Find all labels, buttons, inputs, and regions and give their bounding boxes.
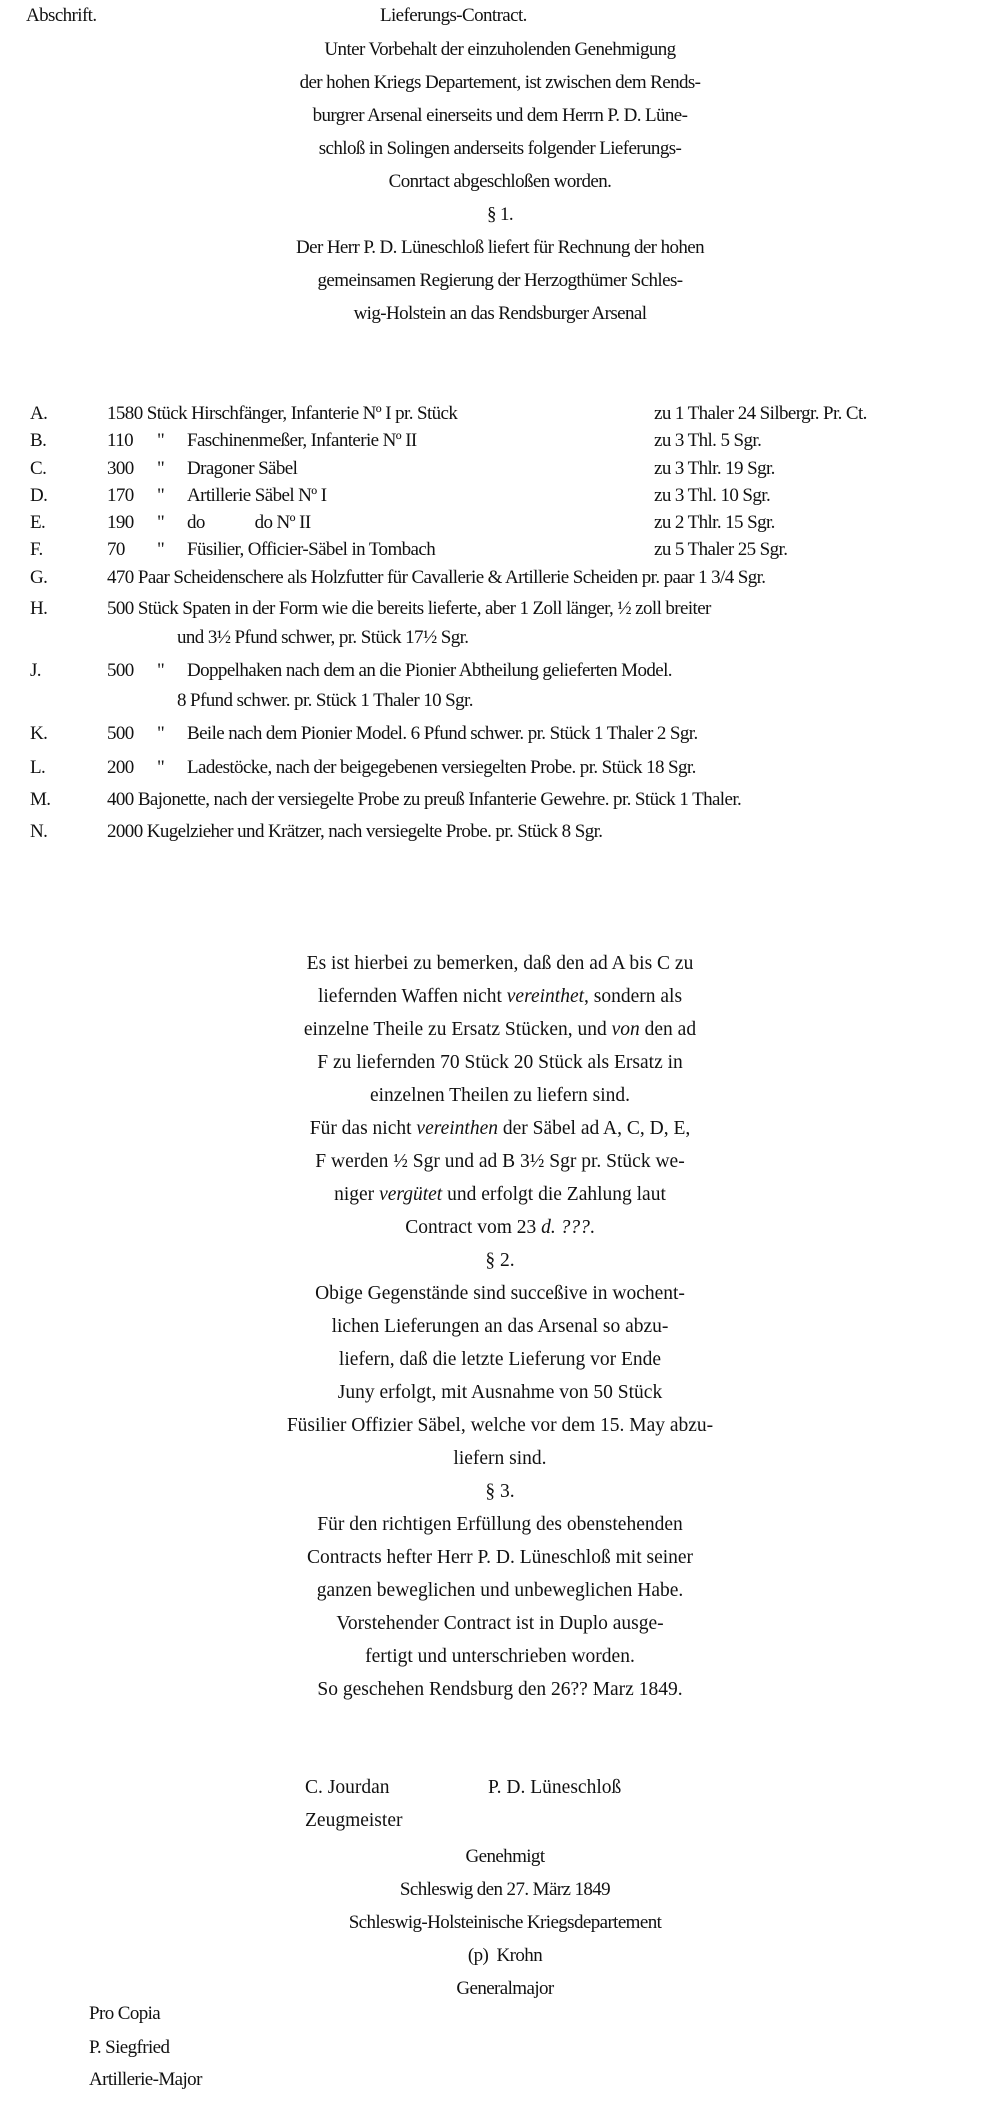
ditto-mark: "	[157, 723, 165, 744]
item-row-d	[0, 485, 1000, 515]
item-row-a	[0, 403, 1000, 433]
approval-signer-title: Generalmajor	[456, 1978, 554, 1999]
item-row-b	[0, 430, 1000, 460]
section-1-line: gemeinsamen Regierung der Herzogthümer Schles-	[317, 270, 683, 291]
item-letter: J.	[30, 660, 41, 681]
approval-authority: Schleswig-Holsteinische Kriegsdepartement	[348, 1912, 662, 1933]
intro-line: burgrer Arsenal einerseits und dem Herrn P. D. Lüne-	[312, 105, 688, 126]
remarks-line: niger vergütet und erfolgt die Zahlung laut	[334, 1184, 666, 1205]
item-description: Ladestöcke, nach der beigegebenen versiegelten Probe. pr. Stück 18 Sgr.	[187, 757, 696, 778]
intro-paragraph	[0, 33, 1000, 330]
item-row-n	[0, 821, 1000, 851]
ditto-mark: "	[157, 458, 165, 479]
ditto-mark: "	[157, 485, 165, 506]
item-description: do do Nº II	[187, 512, 311, 533]
item-letter: C.	[30, 458, 47, 479]
section-1-line: Der Herr P. D. Lüneschloß liefert für Rechnung der hohen	[295, 237, 704, 258]
item-description: Füsilier, Officier-Säbel in Tombach	[187, 539, 436, 560]
item-letter: K.	[30, 723, 48, 744]
document-title: Lieferungs-Contract.	[380, 5, 527, 26]
item-description: Artillerie Säbel Nº I	[187, 485, 327, 506]
item-quantity: 500	[107, 723, 134, 744]
item-row-f	[0, 539, 1000, 569]
remarks-line: einzelnen Theilen zu liefern sind.	[369, 1085, 631, 1106]
ditto-mark: "	[157, 660, 165, 681]
item-row-e	[0, 512, 1000, 542]
item-letter: D.	[30, 485, 48, 506]
section-2-line: Juny erfolgt, mit Ausnahme von 50 Stück	[337, 1382, 663, 1403]
item-row-j-continuation	[0, 690, 1000, 720]
item-row-c	[0, 458, 1000, 488]
item-price: zu 5 Thaler 25 Sgr.	[654, 539, 788, 560]
item-description: 500 Stück Spaten in der Form wie die bereits lieferte, aber 1 Zoll länger, ½ zoll breiter	[107, 598, 711, 619]
approval-label: Genehmigt	[465, 1846, 545, 1867]
item-row-h-continuation	[0, 627, 1000, 657]
section-3-line: Contracts hefter Herr P. D. Lüneschloß mit seiner	[306, 1547, 694, 1568]
item-description: Beile nach dem Pionier Model. 6 Pfund schwer. pr. Stück 1 Thaler 2 Sgr.	[187, 723, 698, 744]
item-price: zu 1 Thaler 24 Silbergr. Pr. Ct.	[654, 403, 867, 424]
item-description: Faschinenmeßer, Infanterie Nº II	[187, 430, 417, 451]
item-price: zu 3 Thlr. 19 Sgr.	[654, 458, 775, 479]
remarks-line: Für das nicht vereinthen der Säbel ad A, C, D, E,	[309, 1118, 691, 1139]
section-2-line: Füsilier Offizier Säbel, welche vor dem 15. May abzu-	[286, 1415, 714, 1436]
remarks-line: F zu liefernden 70 Stück 20 Stück als Ersatz in	[317, 1052, 683, 1073]
item-quantity: 300	[107, 458, 134, 479]
item-continuation: und 3½ Pfund schwer, pr. Stück 17½ Sgr.	[177, 627, 469, 648]
ditto-mark: "	[157, 757, 165, 778]
item-row-k	[0, 723, 1000, 753]
item-row-j	[0, 660, 1000, 690]
attester-name: P. Siegfried	[89, 2037, 170, 2058]
item-quantity: 200	[107, 757, 134, 778]
item-row-h	[0, 598, 1000, 628]
ditto-mark: "	[157, 512, 165, 533]
item-letter: B.	[30, 430, 47, 451]
item-letter: N.	[30, 821, 48, 842]
intro-line: der hohen Kriegs Departement, ist zwischen dem Rends-	[299, 72, 701, 93]
section-3-line: fertigt und unterschrieben worden.	[365, 1646, 635, 1667]
item-letter: F.	[30, 539, 43, 560]
intro-line: schloß in Solingen anderseits folgender Lieferungs-	[318, 138, 682, 159]
remarks-paragraph	[0, 947, 1000, 1706]
item-description: 1580 Stück Hirschfänger, Infanterie Nº I pr. Stück	[107, 403, 458, 424]
item-letter: H.	[30, 598, 48, 619]
item-letter: L.	[30, 757, 46, 778]
item-quantity: 70	[107, 539, 125, 560]
signer-luneschloss-name: P. D. Lüneschloß	[488, 1777, 622, 1798]
item-description: Dragoner Säbel	[187, 458, 298, 479]
section-2-line: Obige Gegenstände sind succeßive in wochent-	[315, 1283, 685, 1304]
remarks-line: liefernden Waffen nicht vereinthet, sondern als	[317, 986, 683, 1007]
approval-signer: (p) Krohn	[467, 1945, 543, 1966]
section-2-line: lichen Lieferungen an das Arsenal so abzu-	[331, 1316, 669, 1337]
pro-copia-label: Pro Copia	[89, 2003, 161, 2024]
remarks-line: einzelne Theile zu Ersatz Stücken, und von den ad	[303, 1019, 697, 1040]
item-letter: G.	[30, 567, 48, 588]
intro-line: Conrtact abgeschloßen worden.	[388, 171, 612, 192]
section-3-heading: § 3.	[485, 1481, 515, 1502]
item-description: 400 Bajonette, nach der versiegelte Probe zu preuß Infanterie Gewehre. pr. Stück 1 Thaler.	[107, 789, 742, 810]
item-description: 470 Paar Scheidenschere als Holzfutter für Cavallerie & Artillerie Scheiden pr. paar 1 3/4 Sgr.	[107, 567, 766, 588]
approval-place-date: Schleswig den 27. März 1849	[399, 1879, 611, 1900]
item-letter: M.	[30, 789, 51, 810]
section-3-line: ganzen beweglichen und unbeweglichen Habe.	[316, 1580, 684, 1601]
item-row-l	[0, 757, 1000, 787]
approval-block	[0, 1840, 1000, 2005]
item-row-g	[0, 567, 1000, 597]
section-3-line: Für den richtigen Erfüllung des obenstehenden	[317, 1514, 683, 1535]
remarks-line: Contract vom 23 d. ???.	[405, 1217, 595, 1238]
item-price: zu 3 Thl. 10 Sgr.	[654, 485, 771, 506]
section-1-heading: § 1.	[486, 204, 514, 225]
item-price: zu 3 Thl. 5 Sgr.	[654, 430, 762, 451]
item-continuation: 8 Pfund schwer. pr. Stück 1 Thaler 10 Sgr.	[177, 690, 473, 711]
section-2-line: liefern sind.	[453, 1448, 547, 1469]
intro-line: Unter Vorbehalt der einzuholenden Genehmigung	[324, 39, 676, 60]
item-quantity: 500	[107, 660, 134, 681]
ditto-mark: "	[157, 539, 165, 560]
item-price: zu 2 Thlr. 15 Sgr.	[654, 512, 775, 533]
item-letter: A.	[30, 403, 48, 424]
section-3-line: Vorstehender Contract ist in Duplo ausge-	[336, 1613, 664, 1634]
attester-title: Artillerie-Major	[89, 2069, 202, 2090]
section-2-line: liefern, daß die letzte Lieferung vor Ende	[338, 1349, 662, 1370]
item-quantity: 110	[107, 430, 133, 451]
signer-jourdan-title: Zeugmeister	[305, 1810, 403, 1831]
item-description: Doppelhaken nach dem an die Pionier Abtheilung gelieferten Model.	[187, 660, 672, 681]
item-quantity: 170	[107, 485, 134, 506]
section-1-line: wig-Holstein an das Rendsburger Arsenal	[353, 303, 647, 324]
signer-jourdan-name: C. Jourdan	[305, 1777, 390, 1798]
ditto-mark: "	[157, 430, 165, 451]
item-letter: E.	[30, 512, 46, 533]
item-row-m	[0, 789, 1000, 819]
section-2-heading: § 2.	[485, 1250, 515, 1271]
section-3-line: So geschehen Rendsburg den 26?? Marz 1849.	[317, 1679, 683, 1700]
copy-label: Abschrift.	[26, 5, 97, 26]
remarks-line: Es ist hierbei zu bemerken, daß den ad A bis C zu	[306, 953, 694, 974]
item-description: 2000 Kugelzieher und Krätzer, nach versiegelte Probe. pr. Stück 8 Sgr.	[107, 821, 603, 842]
remarks-line: F werden ½ Sgr und ad B 3½ Sgr pr. Stück we-	[315, 1151, 685, 1172]
item-quantity: 190	[107, 512, 134, 533]
